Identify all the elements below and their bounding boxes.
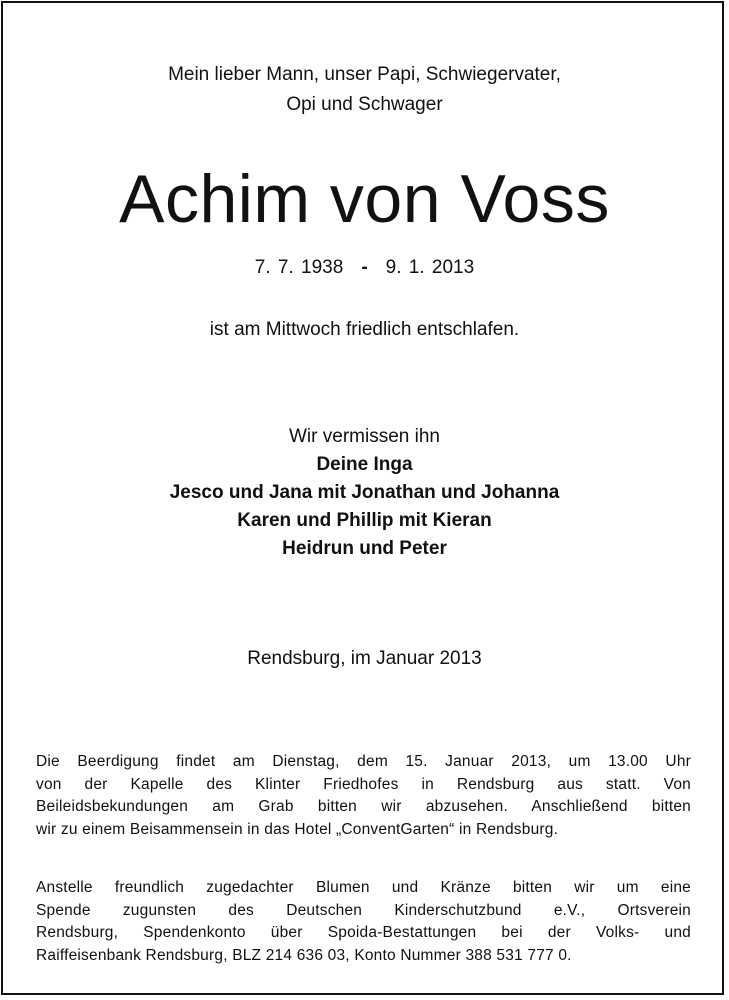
paragraph-line: Die Beerdigung findet am Dienstag, dem 15. Januar 2013, um 13.00 Uhr <box>36 753 691 770</box>
paragraph-line: Anstelle freundlich zugedachter Blumen und Kränze bitten wir um eine <box>36 879 691 896</box>
mourner-name: Heidrun und Peter <box>282 538 447 559</box>
intro-line: Mein lieber Mann, unser Papi, Schwiegervater, <box>168 64 561 85</box>
paragraph-line: Raiffeisenbank Rendsburg, BLZ 214 636 03, Konto Nummer 388 531 777 0. <box>36 946 572 964</box>
intro-text <box>0 60 729 120</box>
place-date: Rendsburg, im Januar 2013 <box>247 648 482 669</box>
deceased-name: Achim von Voss <box>119 161 610 237</box>
paragraph-line: Spende zugunsten des Deutschen Kinderschutzbund e.V., Ortsverein <box>36 901 691 919</box>
mourner-name: Jesco und Jana mit Jonathan und Johanna <box>169 482 560 503</box>
mourners-block <box>0 423 729 563</box>
paragraph-line: wir zu einem Beisammensein in das Hotel „ConventGarten“ in Rendsburg. <box>36 820 559 838</box>
mourners-intro: Wir vermissen ihn <box>289 426 440 447</box>
passing-text: ist am Mittwoch friedlich entschlafen. <box>209 319 520 340</box>
paragraph-line: Beileidsbekundungen am Grab bitten wir abzusehen. Anschließend bitten <box>36 798 691 815</box>
life-dates <box>0 254 729 282</box>
paragraph-line: von der Kapelle des Klinter Friedhofes in Rendsburg aus statt. Von <box>36 775 691 793</box>
mourner-name: Karen und Phillip mit Kieran <box>237 510 492 531</box>
donation-paragraph <box>36 877 691 967</box>
mourner-name: Deine Inga <box>316 454 413 475</box>
date-separator: - <box>361 257 368 278</box>
birth-date: 7. 7. 1938 <box>254 257 344 278</box>
death-date: 9. 1. 2013 <box>385 257 475 278</box>
paragraph-line: Rendsburg, Spendenkonto über Spoida-Bestattungen bei der Volks- und <box>36 924 691 941</box>
funeral-paragraph <box>36 751 691 841</box>
intro-line: Opi und Schwager <box>286 94 443 115</box>
